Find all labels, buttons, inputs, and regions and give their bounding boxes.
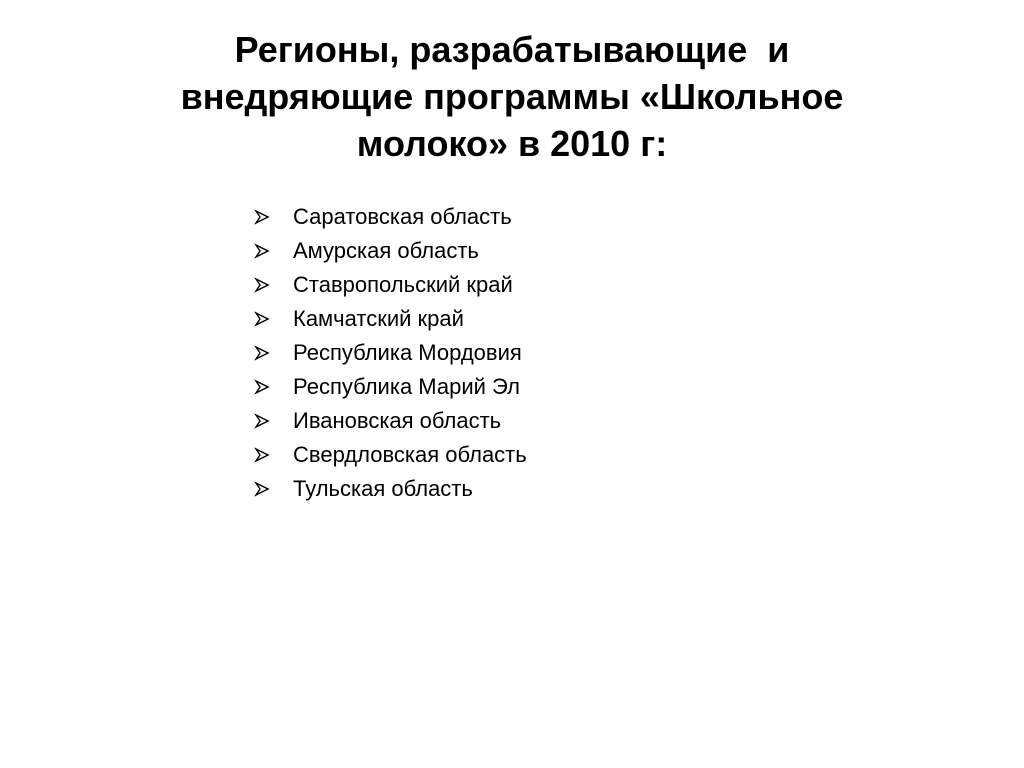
region-label: Камчатский край — [293, 306, 464, 331]
region-list — [254, 200, 527, 506]
slide-title-line: Регионы, разрабатывающие и — [234, 29, 790, 70]
region-label: Тульская область — [293, 476, 473, 501]
arrowhead-bullet-icon — [254, 243, 270, 259]
region-list-item — [254, 472, 527, 506]
region-list-item — [254, 234, 527, 268]
region-label: Ставропольский край — [293, 272, 513, 297]
arrowhead-bullet-icon — [254, 277, 270, 293]
region-label: Свердловская область — [293, 442, 527, 467]
region-list-item — [254, 370, 527, 404]
region-label: Саратовская область — [293, 204, 512, 229]
arrowhead-bullet-icon — [254, 311, 270, 327]
arrowhead-bullet-icon — [254, 481, 270, 497]
region-list-item — [254, 200, 527, 234]
arrowhead-bullet-icon — [254, 413, 270, 429]
region-list-item — [254, 268, 527, 302]
region-list-item — [254, 438, 527, 472]
region-label: Амурская область — [293, 238, 479, 263]
slide-title — [62, 26, 962, 167]
slide-title-line: внедряющие программы «Школьное — [180, 76, 844, 117]
region-label: Республика Марий Эл — [293, 374, 520, 399]
arrowhead-bullet-icon — [254, 447, 270, 463]
region-label: Республика Мордовия — [293, 340, 522, 365]
slide-title-line: молоко» в 2010 г: — [356, 123, 668, 164]
region-list-item — [254, 302, 527, 336]
arrowhead-bullet-icon — [254, 209, 270, 225]
region-list-item — [254, 404, 527, 438]
arrowhead-bullet-icon — [254, 379, 270, 395]
region-label: Ивановская область — [293, 408, 502, 433]
region-list-item — [254, 336, 527, 370]
arrowhead-bullet-icon — [254, 345, 270, 361]
